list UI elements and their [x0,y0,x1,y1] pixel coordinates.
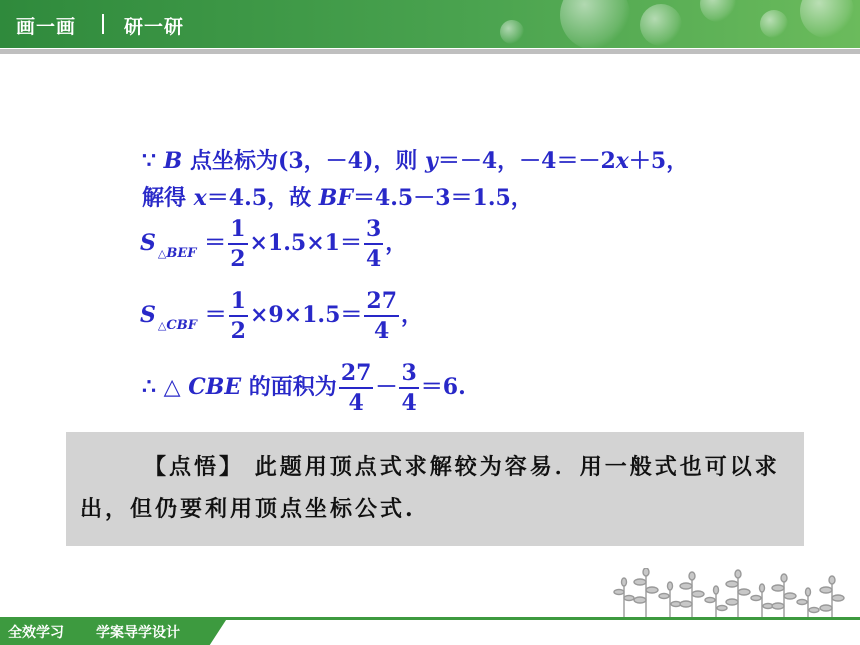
plant-icon [634,568,658,620]
line2-text1: 解得 [142,185,194,211]
fraction-27-4: $\frac{27}{4}$ [366,288,398,344]
fraction-3-4: $\frac{3}{4}$ [365,216,382,272]
line5-end: ＝6. [420,374,466,400]
top-banner [0,0,860,48]
plants-decoration [612,568,852,620]
bubble-decoration [700,0,736,22]
fraction-1-2: $\frac{1}{2}$ [230,288,246,344]
line4-end: ， [401,302,424,328]
therefore-symbol: ∴ [142,374,156,400]
footer-subtitle: 学案导学设计 [96,625,180,641]
line1-text2: ＝－4，－4＝－2 [437,148,616,174]
subscript-BEF: BEF [166,246,197,261]
triangle-symbol: △ [157,319,167,332]
bubble-decoration [500,20,524,44]
var-BF: BF [318,185,353,211]
solution-line-1 [142,144,688,175]
line2-text2: ＝4.5，故 [206,185,319,211]
plant-icon [680,572,704,620]
bubble-decoration [800,0,854,38]
tab-divider [102,14,104,34]
bubble-decoration [760,10,788,38]
tip-title: 【点悟】 [144,454,245,480]
solution-line-3 [140,218,407,270]
line4-mid: ×9×1.5＝ [249,302,363,328]
line3-mid: ×1.5×1＝ [249,230,362,256]
line1-text3: ＋5， [628,148,689,174]
because-symbol: ∵ [142,148,156,174]
subscript-CBF: CBF [166,318,197,333]
plant-icon [797,588,819,620]
var-x: x [615,148,629,174]
solution-line-4 [140,290,423,342]
plant-icon [820,576,844,620]
minus: － [375,374,398,400]
tip-text [80,446,790,530]
bubble-decoration [640,4,682,46]
plant-icon [705,586,727,620]
fraction-27-4: $\frac{27}{4}$ [340,360,372,416]
equals: ＝ [204,302,227,328]
footer-brand: 全效学习 [8,625,64,641]
footer-bar [0,617,860,645]
plant-icon [751,584,773,620]
var-S: S [140,302,156,328]
var-S: S [140,230,156,256]
var-x: x [193,185,207,211]
line3-end: ， [385,230,408,256]
triangle-symbol: △ [163,374,181,400]
line1-text1: 点坐标为(3，－4)，则 [182,148,426,174]
triangle-symbol: △ [157,247,167,260]
solution-line-5 [142,362,466,414]
var-y: y [425,148,438,174]
banner-underline [0,49,860,54]
equals: ＝ [204,230,227,256]
plant-icon [772,574,796,620]
line5-text1: 的面积为 [241,374,337,400]
solution-line-2 [142,181,533,212]
var-CBE: CBE [188,374,242,400]
plant-icon [659,582,681,620]
var-B: B [163,148,183,174]
fraction-3-4: $\frac{3}{4}$ [401,360,417,416]
plant-icon [614,578,634,620]
tip-box [66,432,804,546]
plant-icon [726,570,750,620]
tab-draw[interactable]: 画一画 [16,16,77,38]
tab-study[interactable]: 研一研 [124,16,185,38]
tip-body: 此题用顶点式求解较为容易．用一般式也可以求出，但仍要利用顶点坐标公式. [80,454,780,522]
fraction-1-2: $\frac{1}{2}$ [230,216,246,272]
bubble-decoration [560,0,630,48]
line2-text3: ＝4.5－3＝1.5， [352,185,533,211]
